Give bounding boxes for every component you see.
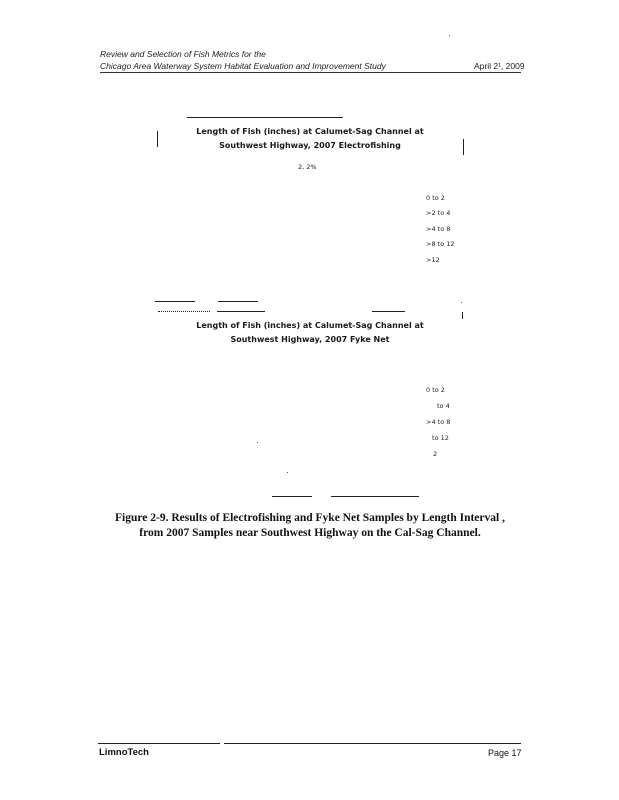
chart2-top-border bbox=[158, 311, 210, 312]
chart2-top-border bbox=[217, 311, 265, 312]
chart1-title-line2: Southwest Highway, 2007 Electrofishing bbox=[219, 141, 401, 150]
scan-speck bbox=[449, 35, 450, 36]
chart2-bottom-border bbox=[331, 496, 419, 497]
chart1-right-border bbox=[463, 139, 464, 155]
chart1-left-border bbox=[157, 131, 158, 147]
chart1-bottom-border bbox=[155, 301, 195, 302]
chart2-legend-item: 0 to 2 bbox=[426, 386, 445, 394]
footer-brand: LimnoTech bbox=[99, 747, 149, 758]
chart2-legend-item: 2 bbox=[433, 450, 438, 458]
figure-caption-line1: Figure 2-9. Results of Electrofishing and Fyke Net Samples by Length Interval , bbox=[115, 512, 505, 524]
chart1-top-border bbox=[187, 117, 343, 118]
footer-rule bbox=[224, 743, 521, 744]
chart2-title-line1: Length of Fish (inches) at Calumet-Sag Channel at bbox=[196, 321, 424, 330]
chart2-legend-item: >4 to 8 bbox=[426, 418, 451, 426]
chart2-top-border bbox=[372, 311, 405, 312]
chart2-title-line2: Southwest Highway, 2007 Fyke Net bbox=[230, 335, 390, 344]
chart1-slice-label: 2, 2% bbox=[298, 163, 317, 171]
chart2-bottom-border bbox=[272, 496, 312, 497]
header-rule bbox=[100, 72, 521, 73]
scan-speck bbox=[287, 472, 288, 473]
chart1-legend-item: >2 to 4 bbox=[426, 209, 451, 217]
chart2-legend-item: to 12 bbox=[432, 434, 449, 442]
header-report-title: Review and Selection of Fish Metrics for the bbox=[100, 49, 266, 59]
chart1-legend-item: 0 to 2 bbox=[426, 194, 445, 202]
chart1-legend-item: >8 to 12 bbox=[426, 240, 455, 248]
chart1-bottom-border bbox=[218, 301, 258, 302]
chart1-title-line1: Length of Fish (inches) at Calumet-Sag Channel at bbox=[196, 127, 424, 136]
chart1-legend-item: >4 to 8 bbox=[426, 225, 451, 233]
footer-page-number: Page 17 bbox=[488, 748, 522, 758]
chart1-legend-item: >12 bbox=[426, 256, 440, 264]
chart2-right-border bbox=[462, 312, 463, 319]
figure-caption-line2: from 2007 Samples near Southwest Highway on the Cal-Sag Channel. bbox=[139, 527, 481, 539]
footer-rule bbox=[98, 743, 220, 744]
header-study-title: Chicago Area Waterway System Habitat Evaluation and Improvement Study bbox=[100, 61, 386, 71]
header-date: April 2¹, 2009 bbox=[474, 61, 525, 71]
chart2-legend-item: to 4 bbox=[437, 402, 450, 410]
scan-speck bbox=[461, 302, 462, 303]
scan-speck bbox=[257, 442, 258, 443]
